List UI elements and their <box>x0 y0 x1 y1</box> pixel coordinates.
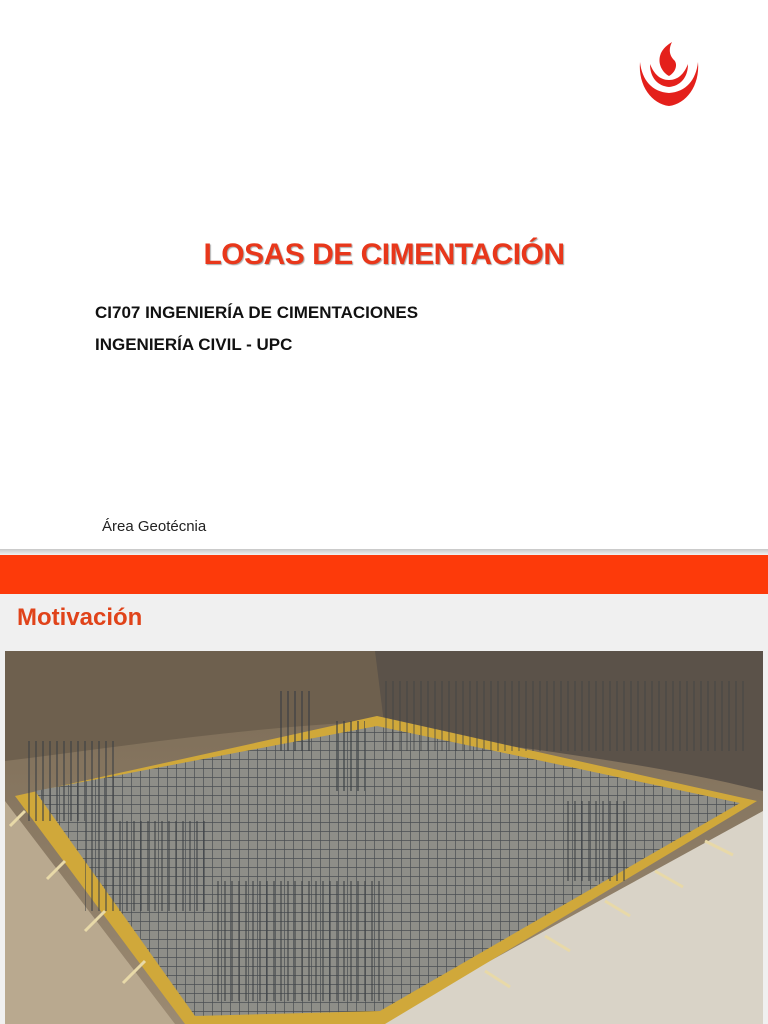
foundation-slab-rebar-photo <box>5 651 763 1024</box>
upc-logo-icon <box>636 40 702 108</box>
presentation-title: LOSAS DE CIMENTACIÓN <box>203 238 565 271</box>
program-line: INGENIERÍA CIVIL - UPC <box>95 335 293 354</box>
course-line: CI707 INGENIERÍA DE CIMENTACIONES <box>95 303 419 322</box>
motivation-slide <box>0 594 768 1024</box>
accent-bar <box>0 555 768 594</box>
department-label: Área Geotécnia <box>102 518 207 535</box>
section-heading: Motivación <box>17 604 143 631</box>
